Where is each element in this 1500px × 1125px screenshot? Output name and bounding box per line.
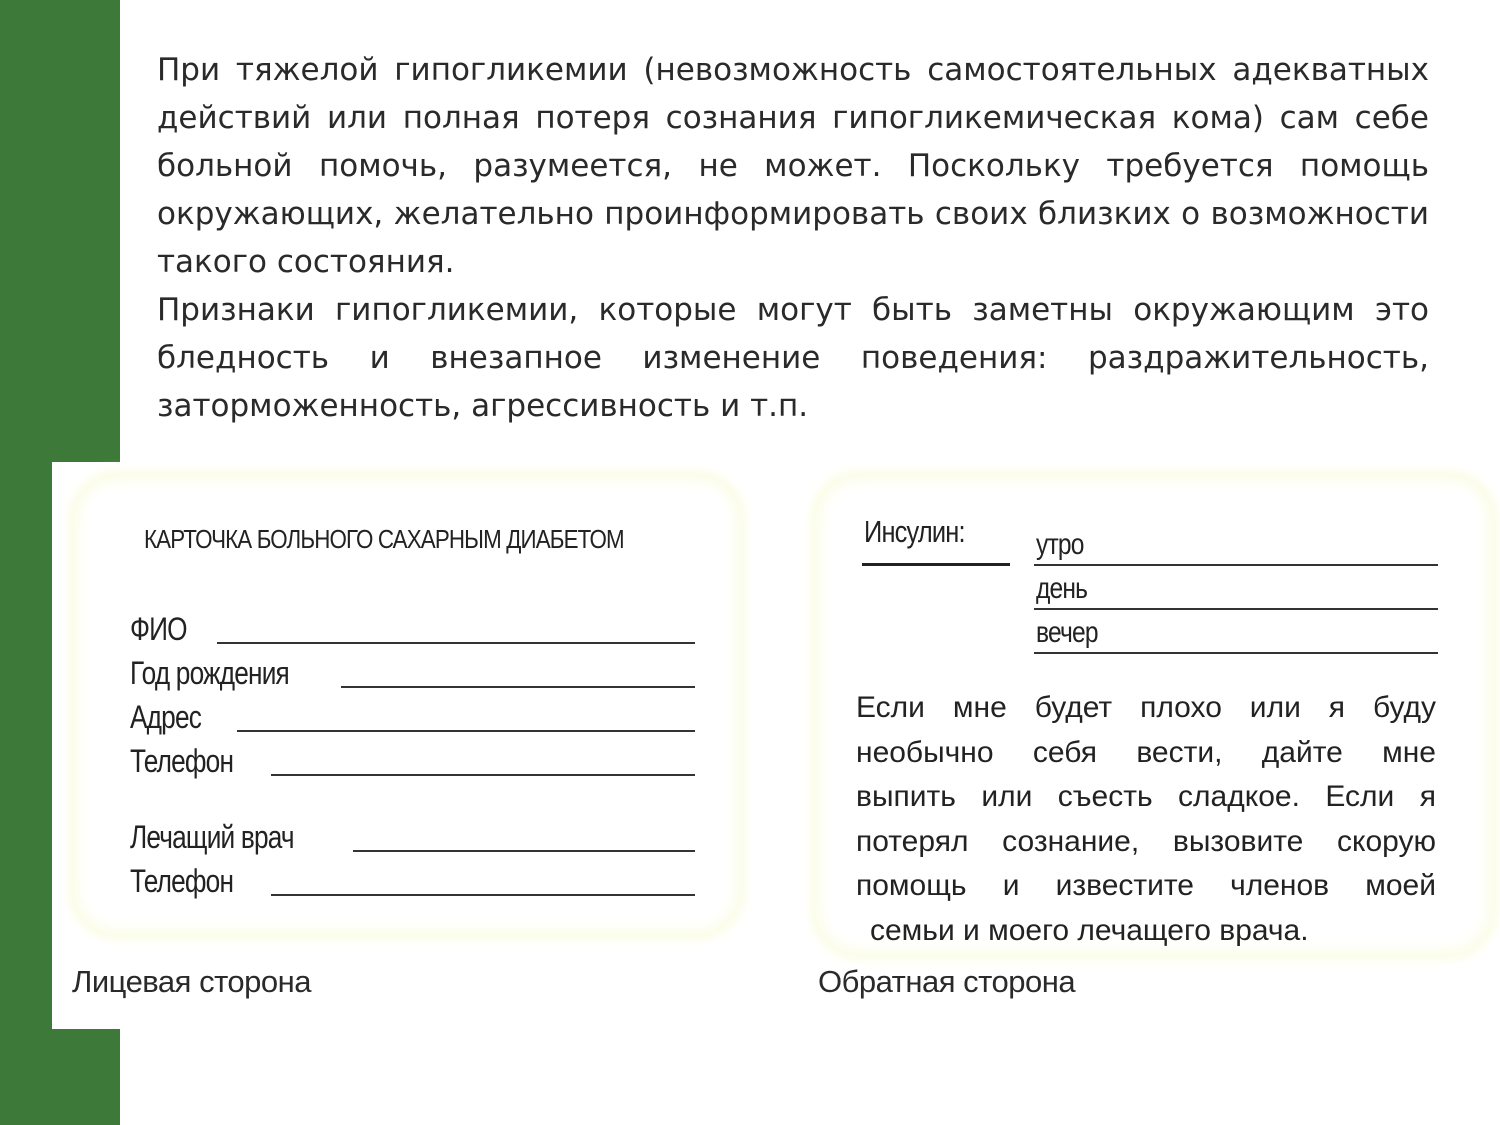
intro-paragraph-2: Признаки гипогликемии, которые могут быть заметны окружающим это бледность и внезапное изменение поведения: раздражительность, заторможенность, агрессивность и т.п. xyxy=(157,292,1429,424)
field-doctor-phone xyxy=(130,852,695,899)
insulin-label: Инсулин: xyxy=(864,514,965,549)
field-attending-doctor xyxy=(130,808,695,855)
field-address xyxy=(130,688,695,735)
field-label: Год рождения xyxy=(130,655,289,691)
diabetic-card-panel xyxy=(52,462,1500,1029)
field-birth-year xyxy=(130,644,695,691)
caption-back-side: Обратная сторона xyxy=(818,964,1076,999)
insulin-underline xyxy=(862,563,1010,566)
caption-front-side: Лицевая сторона xyxy=(72,964,312,999)
card-back xyxy=(814,474,1494,956)
field-label: Телефон xyxy=(130,863,234,899)
field-label: Адрес xyxy=(130,699,202,735)
dose-row-evening xyxy=(1034,608,1438,654)
dose-row-day xyxy=(1034,564,1438,610)
field-label: Телефон xyxy=(130,743,234,779)
note-line: необычно себя вести, дайте мне xyxy=(856,735,1436,769)
field-underline xyxy=(271,894,695,896)
intro-text xyxy=(157,46,1429,430)
note-line: выпить или съесть сладкое. Если я xyxy=(856,780,1436,813)
field-full-name xyxy=(130,600,695,647)
field-phone xyxy=(130,732,695,779)
note-line: потерял сознание, вызовите скорую xyxy=(856,824,1436,858)
emergency-note xyxy=(856,686,1436,953)
dose-label: вечер xyxy=(1036,616,1098,649)
dose-label: утро xyxy=(1036,528,1084,561)
note-line: семьи и моего лечащего врача. xyxy=(870,913,1309,947)
card-front xyxy=(72,474,742,936)
field-underline xyxy=(271,774,695,776)
card-front-title: КАРТОЧКА БОЛЬНОГО САХАРНЫМ ДИАБЕТОМ xyxy=(144,524,624,554)
dose-label: день xyxy=(1036,572,1088,605)
note-line: Если мне будет плохо или я буду xyxy=(856,691,1436,724)
dose-row-morning xyxy=(1034,520,1438,566)
field-label: Лечащий врач xyxy=(130,819,294,855)
note-line: помощь и известите членов моей xyxy=(856,869,1436,902)
intro-paragraph-1: При тяжелой гипогликемии (невозможность самостоятельных адекватных действий или полная потеря сознания гипогликемическая кома) сам себе больной помочь, разумеется, не может. Поскольку требуется помощь окружающих, желательно проинформировать своих близких о возможности такого состояния. xyxy=(157,52,1429,280)
field-label: ФИО xyxy=(130,611,187,647)
